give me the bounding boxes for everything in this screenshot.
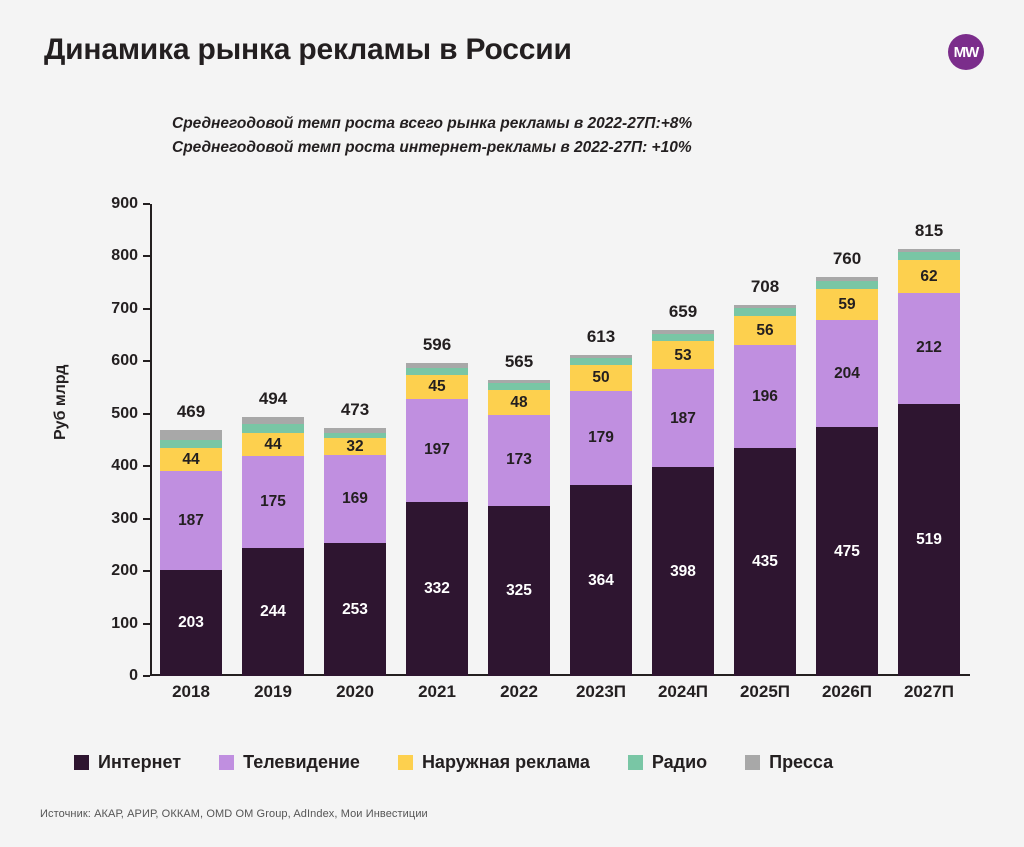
bar-segment-label: 325 xyxy=(506,582,532,600)
bar-segment xyxy=(242,548,304,676)
bar-column xyxy=(898,204,960,676)
bar-segment xyxy=(242,433,304,456)
bar-column xyxy=(160,204,222,676)
y-tick-label: 700 xyxy=(111,299,138,317)
bar-segment xyxy=(734,316,796,345)
bar-total-label: 494 xyxy=(258,388,288,408)
bar-segment-label: 169 xyxy=(342,490,368,508)
y-tick-label: 400 xyxy=(111,457,138,475)
y-tick-label: 100 xyxy=(111,614,138,632)
bar-segment-label: 187 xyxy=(670,409,696,427)
bar-segment xyxy=(816,320,878,427)
bar-segment xyxy=(816,427,878,676)
y-tick-label: 300 xyxy=(111,509,138,527)
legend-label: Радио xyxy=(651,752,708,772)
bar-segment-label: 244 xyxy=(260,603,286,621)
y-tick-mark xyxy=(143,203,150,205)
y-tick-label: 500 xyxy=(111,404,138,422)
bar-segment xyxy=(324,455,386,544)
bar-total-label: 708 xyxy=(750,276,780,296)
plot-region xyxy=(111,195,970,684)
bar-segment-label: 203 xyxy=(178,614,204,632)
y-tick-label: 200 xyxy=(111,562,138,580)
x-tick-label: 2020 xyxy=(336,682,374,701)
legend xyxy=(74,752,833,773)
bar-total-label: 473 xyxy=(340,399,370,419)
legend-item[interactable] xyxy=(745,752,833,773)
bar-group xyxy=(150,204,970,676)
bar-column xyxy=(488,204,550,676)
subtitle-line-1: Среднегодовой темп роста всего рынка рекламы в 2022-27П:+8% xyxy=(172,115,693,132)
bar-segment-label: 32 xyxy=(346,437,364,455)
subtitle-line-2: Среднегодовой темп роста интернет-рекламы в 2022-27П: +10% xyxy=(172,139,692,156)
x-tick-label: 2027П xyxy=(903,682,955,701)
bar-segment xyxy=(570,358,632,365)
bar-segment xyxy=(324,438,386,455)
bar-segment-label: 44 xyxy=(264,436,282,453)
bar-segment-label: 45 xyxy=(428,378,446,396)
bar-column xyxy=(570,204,632,676)
y-tick-mark xyxy=(143,518,150,520)
bar-segment xyxy=(488,390,550,415)
bar-total-label: 815 xyxy=(914,220,944,240)
bar-column xyxy=(816,204,878,676)
bar-segment-label: 53 xyxy=(674,346,692,364)
y-tick-label: 0 xyxy=(129,667,138,684)
bar-segment-label: 204 xyxy=(834,364,860,382)
legend-label: Наружная реклама xyxy=(421,752,590,772)
page-title: Динамика рынка рекламы в России xyxy=(44,33,572,66)
x-axis-labels xyxy=(150,682,970,702)
bar-segment-label: 50 xyxy=(592,369,610,387)
bar-segment-label: 173 xyxy=(506,451,532,469)
bar-total-label: 565 xyxy=(504,351,534,371)
bar-segment-label: 253 xyxy=(342,600,368,618)
bar-column xyxy=(734,204,796,676)
bar-segment xyxy=(406,502,468,676)
bar-segment-label: 48 xyxy=(510,393,528,411)
bar-column xyxy=(652,204,714,676)
x-tick-label: 2021 xyxy=(418,682,456,701)
bar-segment xyxy=(734,345,796,448)
bar-segment xyxy=(652,369,714,467)
brand-logo-icon: MW xyxy=(948,34,984,70)
legend-swatch-icon xyxy=(398,755,413,770)
bar-segment xyxy=(898,293,960,404)
x-tick-label: 2025П xyxy=(739,682,791,701)
bar-segment xyxy=(734,448,796,676)
bar-segment-label: 364 xyxy=(588,571,614,589)
bar-segment-label: 44 xyxy=(182,451,200,469)
x-tick-label: 2019 xyxy=(254,682,292,701)
y-tick-mark xyxy=(143,413,150,415)
legend-swatch-icon xyxy=(74,755,89,770)
bar-segment xyxy=(242,456,304,548)
bar-segment xyxy=(652,467,714,676)
bar-segment xyxy=(406,375,468,399)
bar-segment xyxy=(160,448,222,471)
legend-label: Пресса xyxy=(769,752,834,772)
bar-segment-label: 519 xyxy=(916,531,942,549)
bar-segment xyxy=(734,308,796,315)
x-tick-label: 2018 xyxy=(172,682,210,701)
legend-item[interactable] xyxy=(398,752,590,773)
bar-segment-label: 196 xyxy=(752,387,778,405)
legend-swatch-icon xyxy=(745,755,760,770)
bar-segment-label: 175 xyxy=(260,493,286,511)
bar-segment-label: 212 xyxy=(916,339,942,357)
legend-label: Телевидение xyxy=(243,752,360,772)
bar-total-label: 613 xyxy=(586,326,616,346)
y-tick-label: 800 xyxy=(111,247,138,265)
y-tick-mark xyxy=(143,570,150,572)
bar-segment xyxy=(324,543,386,676)
x-tick-label: 2022 xyxy=(500,682,538,701)
bar-column xyxy=(406,204,468,676)
bar-segment xyxy=(652,334,714,341)
bar-segment xyxy=(898,252,960,260)
bar-segment xyxy=(488,415,550,506)
bar-segment xyxy=(816,281,878,289)
bar-segment xyxy=(242,417,304,424)
bar-segment xyxy=(160,471,222,569)
bar-segment xyxy=(898,404,960,676)
chart-area xyxy=(44,190,984,720)
y-tick-mark xyxy=(143,465,150,467)
bar-segment xyxy=(652,341,714,369)
y-tick-mark xyxy=(143,360,150,362)
bar-segment xyxy=(570,485,632,676)
source-note: Источник: АКАР, АРИР, ОККАМ, OMD OM Group, AdIndex, Мои Инвестиции xyxy=(40,808,428,820)
subtitle-block xyxy=(172,112,692,160)
bar-segment xyxy=(406,399,468,502)
bar-total-label: 760 xyxy=(832,249,862,269)
legend-item[interactable] xyxy=(74,752,181,773)
y-tick-mark xyxy=(143,675,150,677)
bar-segment xyxy=(406,368,468,375)
bar-segment xyxy=(160,570,222,676)
bar-segment-label: 56 xyxy=(756,321,774,339)
bar-segment xyxy=(488,506,550,676)
bar-column xyxy=(242,204,304,676)
bar-segment xyxy=(242,424,304,433)
legend-swatch-icon xyxy=(219,755,234,770)
bar-total-label: 659 xyxy=(668,302,698,322)
legend-swatch-icon xyxy=(628,755,643,770)
bar-total-label: 596 xyxy=(422,335,452,355)
bar-total-label: 469 xyxy=(176,402,206,422)
header xyxy=(44,30,984,84)
bar-segment xyxy=(816,289,878,320)
y-tick-mark xyxy=(143,255,150,257)
bar-segment-label: 179 xyxy=(588,429,614,447)
y-axis-label: Руб млрд xyxy=(52,364,69,440)
bar-segment-label: 59 xyxy=(838,295,856,313)
x-tick-label: 2023П xyxy=(575,682,627,701)
legend-item[interactable] xyxy=(219,752,360,773)
bar-segment-label: 435 xyxy=(752,553,778,571)
y-tick-mark xyxy=(143,308,150,310)
legend-label: Интернет xyxy=(98,752,182,772)
bar-segment-label: 475 xyxy=(834,542,860,560)
bar-column xyxy=(324,204,386,676)
bar-segment-label: 187 xyxy=(178,511,204,529)
bar-segment xyxy=(898,260,960,293)
x-tick-label: 2026П xyxy=(821,682,873,701)
bar-segment-label: 332 xyxy=(424,580,450,598)
bar-segment xyxy=(570,391,632,485)
y-tick-label: 900 xyxy=(111,195,138,212)
y-tick-label: 600 xyxy=(111,352,138,370)
bar-segment xyxy=(570,365,632,391)
legend-item[interactable] xyxy=(628,752,707,773)
bar-segment-label: 197 xyxy=(424,441,450,459)
bar-segment-label: 62 xyxy=(920,267,938,285)
bar-segment-label: 398 xyxy=(670,562,696,580)
bar-segment xyxy=(160,430,222,439)
bar-segment xyxy=(160,440,222,449)
y-tick-mark xyxy=(143,623,150,625)
x-tick-label: 2024П xyxy=(657,682,709,701)
